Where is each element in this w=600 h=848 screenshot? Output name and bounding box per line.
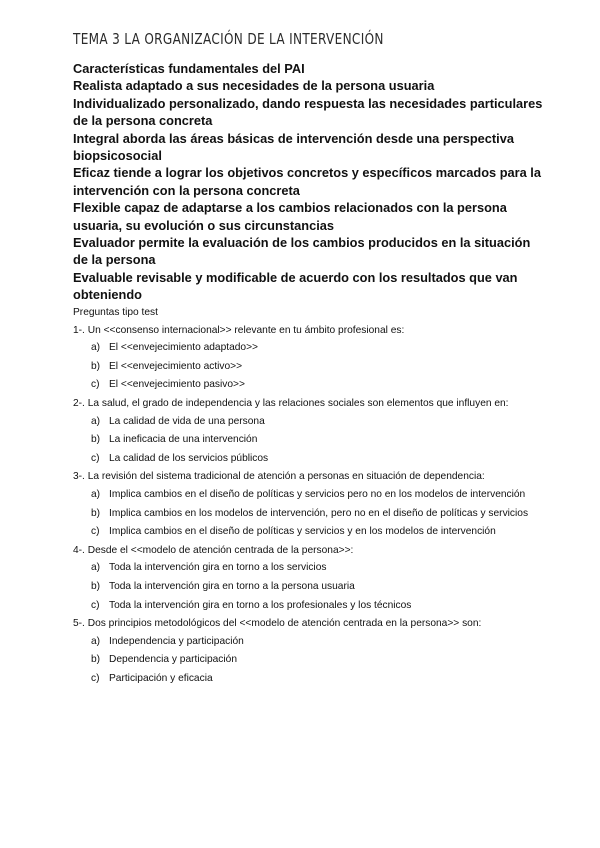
pai-item: Evaluador permite la evaluación de los cambios producidos en la situación de la persona <box>73 235 531 268</box>
pai-item: Integral aborda las áreas básicas de intervención desde una perspectiva biopsicosocial <box>73 130 514 164</box>
question-2-options <box>73 414 543 468</box>
option <box>73 506 543 523</box>
option-text: Participación y eficacia <box>109 672 213 684</box>
option-label: a) <box>91 415 101 427</box>
option <box>73 432 543 449</box>
option <box>73 671 543 688</box>
option-text: Toda la intervención gira en torno a la persona usuaria <box>109 580 355 592</box>
option-label: b) <box>91 360 101 372</box>
option-text: Implica cambios en el diseño de políticas y servicios pero no en los modelos de intervención <box>109 488 526 500</box>
option <box>73 340 543 357</box>
option-label: a) <box>91 562 101 574</box>
option <box>73 598 543 615</box>
pai-item: Evaluable revisable y modificable de acuerdo con los resultados que van obteniendo <box>73 269 518 303</box>
pai-item: Flexible capaz de adaptarse a los cambios relacionados con la persona usuaria, su evolución o sus circunstancias <box>73 200 507 233</box>
option-text: El <<envejecimiento activo>> <box>109 360 243 372</box>
option-text: Implica cambios en el diseño de políticas y servicios y en los modelos de intervención <box>109 526 496 538</box>
option <box>73 414 543 431</box>
option <box>73 634 543 651</box>
question-5-options <box>73 634 543 688</box>
document-title: TEMA 3 LA ORGANIZACIÓN DE LA INTERVENCIÓN <box>73 30 384 48</box>
question-3-options <box>73 487 543 541</box>
option-text: Toda la intervención gira en torno a los profesionales y los técnicos <box>109 599 412 611</box>
option-label: a) <box>91 342 101 354</box>
option <box>73 579 543 596</box>
option-label: c) <box>91 672 100 684</box>
pai-item: Realista adaptado a sus necesidades de la persona usuaria <box>73 78 435 94</box>
option <box>73 560 543 577</box>
pai-item: Eficaz tiende a lograr los objetivos concretos y específicos marcados para la intervención con la persona concreta <box>73 165 541 198</box>
option-text: El <<envejecimiento adaptado>> <box>109 342 258 354</box>
option <box>73 652 543 669</box>
question-4: 4-. Desde el <<modelo de atención centrada de la persona>>: <box>73 544 354 556</box>
option-text: Toda la intervención gira en torno a los servicios <box>109 562 327 574</box>
option-label: b) <box>91 434 101 446</box>
option-label: c) <box>91 526 100 538</box>
question-5: 5-. Dos principios metodológicos del <<modelo de atención centrada en la persona>> son: <box>73 618 482 630</box>
option-label: a) <box>91 488 101 500</box>
option-label: b) <box>91 507 101 519</box>
question-1-options <box>73 340 543 394</box>
question-2: 2-. La salud, el grado de independencia y las relaciones sociales son elementos que influyen en: <box>73 397 509 409</box>
option-label: c) <box>91 599 100 611</box>
option-text: La ineficacia de una intervención <box>109 434 258 446</box>
option-text: El <<envejecimiento pasivo>> <box>109 379 245 391</box>
pai-heading: Características fundamentales del PAI <box>73 61 305 76</box>
option-text: Implica cambios en los modelos de intervención, pero no en el diseño de políticas y servicios <box>109 507 529 519</box>
option-label: c) <box>91 452 100 464</box>
option-label: a) <box>91 635 101 647</box>
option <box>73 487 543 504</box>
option-text: La calidad de vida de una persona <box>109 415 265 427</box>
option-label: b) <box>91 580 101 592</box>
option <box>73 451 543 468</box>
option <box>73 359 543 376</box>
option-label: c) <box>91 379 100 391</box>
question-1: 1-. Un <<consenso internacional>> relevante en tu ámbito profesional es: <box>73 324 405 336</box>
option <box>73 524 543 541</box>
option <box>73 377 543 394</box>
option-text: Independencia y participación <box>109 635 244 647</box>
test-heading: Preguntas tipo test <box>73 307 158 318</box>
test-section <box>73 306 543 689</box>
question-4-options <box>73 560 543 614</box>
option-text: Dependencia y participación <box>109 654 237 666</box>
option-label: b) <box>91 654 101 666</box>
question-3: 3-. La revisión del sistema tradicional de atención a personas en situación de dependencia: <box>73 471 485 483</box>
pai-item: Individualizado personalizado, dando respuesta las necesidades particulares de la persona concreta <box>73 95 543 129</box>
pai-section <box>73 60 543 304</box>
option-text: La calidad de los servicios públicos <box>109 452 269 464</box>
